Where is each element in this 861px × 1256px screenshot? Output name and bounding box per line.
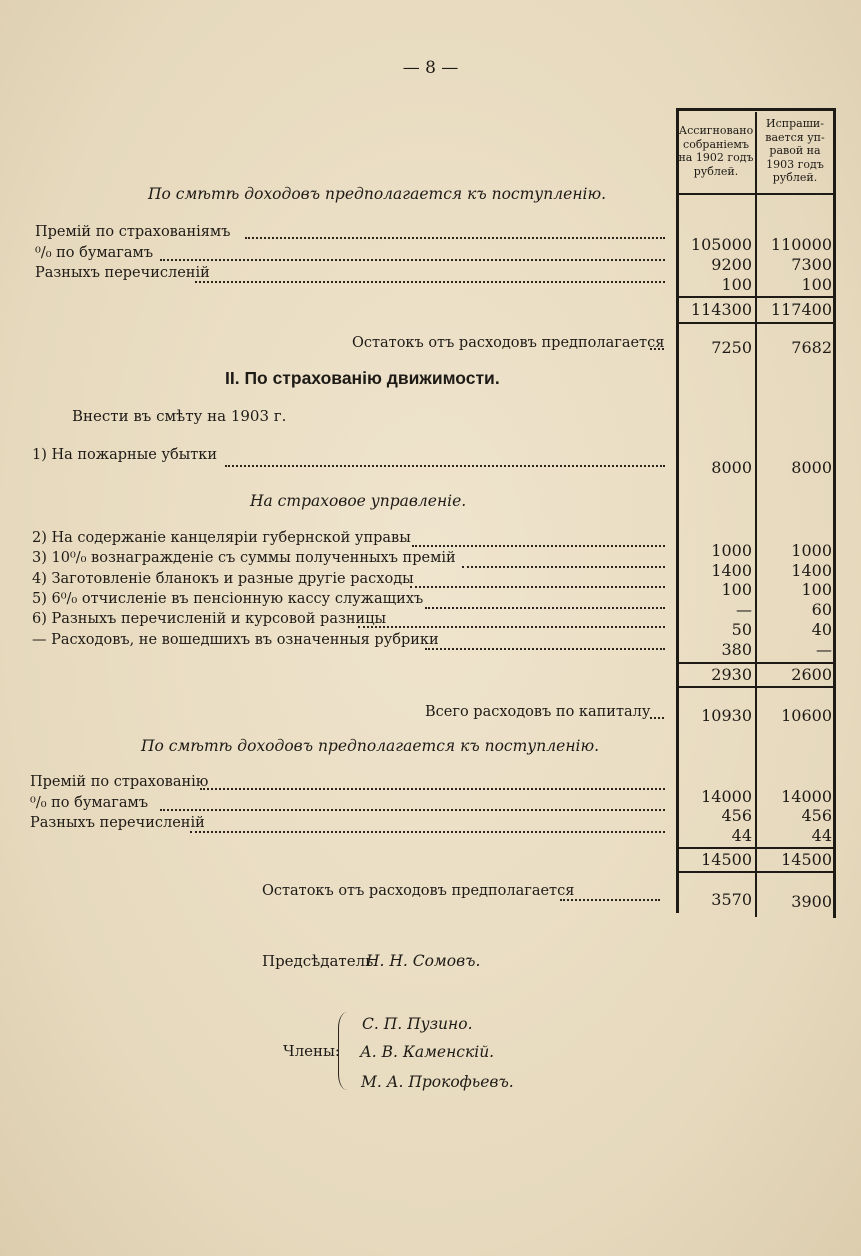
leader-dots — [358, 622, 665, 628]
mgmt-row-v2: 100 — [801, 580, 832, 599]
subtotal-rule — [678, 686, 834, 688]
mgmt-total-v1: 2930 — [711, 665, 752, 684]
subtotal-rule — [678, 662, 834, 664]
income-heading-1: По смѣтѣ доходовъ предполагается къ поступленію. — [148, 185, 607, 203]
s1-remainder-v2: 7682 — [791, 338, 832, 357]
leader-dots — [425, 603, 665, 609]
s1-total-v2: 117400 — [770, 300, 832, 319]
s2-income-label: ⁰/₀ по бумагамъ — [30, 795, 149, 811]
mgmt-row-label: 5) 6⁰/₀ отчисленіе въ пенсіонную кассу служащихъ — [32, 591, 424, 607]
s1-row-v1: 100 — [721, 275, 752, 294]
leader-dots — [410, 582, 665, 588]
table-right-border — [833, 110, 836, 918]
mgmt-row-v2: 40 — [811, 620, 832, 639]
mgmt-row-label: 3) 10⁰/₀ вознагражденіе съ суммы полученныхъ премій — [32, 550, 456, 566]
s2-income-v2: 456 — [801, 806, 832, 825]
leader-dots — [200, 784, 665, 790]
fire-losses-label: 1) На пожарные убытки — [32, 447, 217, 463]
s2-income-label: Разныхъ перечисленій — [30, 815, 205, 831]
leader-dots — [650, 713, 664, 719]
s1-row-v2: 110000 — [770, 235, 832, 254]
leader-dots — [160, 805, 665, 811]
s1-row-v1: 105000 — [690, 235, 752, 254]
mgmt-row-v1: 50 — [731, 620, 752, 639]
mgmt-row-v2: 1400 — [791, 561, 832, 580]
member-name: А. В. Каменскій. — [360, 1043, 495, 1061]
s1-total-v1: 114300 — [690, 300, 752, 319]
table-top-rule — [676, 108, 836, 111]
leader-dots — [225, 461, 665, 467]
page-number: — 8 — — [402, 58, 459, 78]
mgmt-row-v1: 380 — [721, 640, 752, 659]
s2-income-v2: 44 — [811, 826, 832, 845]
s1-row-label: ⁰/₀ по бумагамъ — [35, 245, 154, 261]
leader-dots — [195, 277, 665, 283]
s2-income-v1: 456 — [721, 806, 752, 825]
leader-dots — [462, 562, 665, 568]
mgmt-row-label: 2) На содержаніе канцеляріи губернской управы — [32, 530, 411, 546]
mgmt-total-v2: 2600 — [791, 665, 832, 684]
mgmt-row-v2: 1000 — [791, 541, 832, 560]
subtotal-rule — [678, 322, 834, 324]
s2-income-v1: 14000 — [701, 787, 752, 806]
column-header-1903: Испраши-вается уп-равой на 1903 годъ рублей. — [765, 117, 825, 184]
subtotal-rule — [678, 847, 834, 849]
member-name: М. А. Прокофьевъ. — [361, 1073, 514, 1091]
capital-total-label: Всего расходовъ по капиталу — [425, 704, 651, 720]
s2-remainder-v1: 3570 — [711, 890, 752, 909]
s2-remainder-label: Остатокъ отъ расходовъ предполагается — [262, 883, 575, 899]
subtotal-rule — [678, 296, 834, 298]
fire-losses-v1: 8000 — [711, 458, 752, 477]
income-heading-2: По смѣтѣ доходовъ предполагается къ поступленію. — [141, 737, 600, 755]
leader-dots — [650, 344, 664, 350]
s1-row-label: Премій по страхованіямъ — [35, 224, 231, 240]
s2-remainder-v2: 3900 — [791, 892, 832, 911]
s1-remainder-v1: 7250 — [711, 338, 752, 357]
leader-dots — [425, 644, 665, 650]
s2-income-total-v2: 14500 — [781, 850, 832, 869]
mgmt-row-v1: 1400 — [711, 561, 752, 580]
mgmt-row-label: 4) Заготовленіе бланокъ и разные другіе расходы — [32, 571, 414, 587]
s1-row-v1: 9200 — [711, 255, 752, 274]
s2-income-total-v1: 14500 — [701, 850, 752, 869]
capital-total-v2: 10600 — [781, 706, 832, 725]
s1-row-v2: 100 — [801, 275, 832, 294]
leader-dots — [190, 827, 665, 833]
leader-dots — [412, 541, 665, 547]
chairman-label: Предсѣдатель — [262, 952, 374, 970]
leader-dots — [245, 233, 665, 239]
mgmt-row-v1: — — [736, 600, 752, 619]
chairman-name: Н. Н. Сомовъ. — [366, 952, 481, 970]
leader-dots — [560, 895, 660, 901]
member-name: С. П. Пузино. — [362, 1015, 473, 1033]
s1-remainder-label: Остатокъ отъ расходовъ предполагается — [352, 335, 665, 351]
s1-row-v2: 7300 — [791, 255, 832, 274]
s2-income-label: Премій по страхованію — [30, 774, 209, 790]
s2-income-v1: 44 — [731, 826, 752, 845]
s2-income-v2: 14000 — [781, 787, 832, 806]
section2-title: II. По страхованію движимости. — [225, 368, 500, 388]
mgmt-row-v1: 1000 — [711, 541, 752, 560]
mgmt-row-v1: 100 — [721, 580, 752, 599]
mgmt-row-v2: — — [816, 640, 832, 659]
column-header-1902: Ассигновано собраніемъ на 1902 годъ рублей. — [678, 124, 754, 178]
leader-dots — [160, 255, 665, 261]
table-left-border — [676, 108, 679, 913]
s1-row-label: Разныхъ перечисленій — [35, 265, 210, 281]
header-rule — [676, 193, 836, 195]
mgmt-row-label: — Расходовъ, не вошедшихъ въ означенныя рубрики — [32, 632, 439, 648]
subtotal-rule — [678, 871, 834, 873]
section2-intro: Внести въ смѣту на 1903 г. — [72, 407, 287, 425]
members-label: Члены: — [283, 1042, 340, 1060]
capital-total-v1: 10930 — [701, 706, 752, 725]
mgmt-row-v2: 60 — [811, 600, 832, 619]
management-heading: На страховое управленіе. — [250, 492, 467, 510]
column-divider — [755, 112, 757, 917]
members-brace — [338, 1012, 348, 1090]
fire-losses-v2: 8000 — [791, 458, 832, 477]
mgmt-row-label: 6) Разныхъ перечисленій и курсовой разницы — [32, 611, 387, 627]
